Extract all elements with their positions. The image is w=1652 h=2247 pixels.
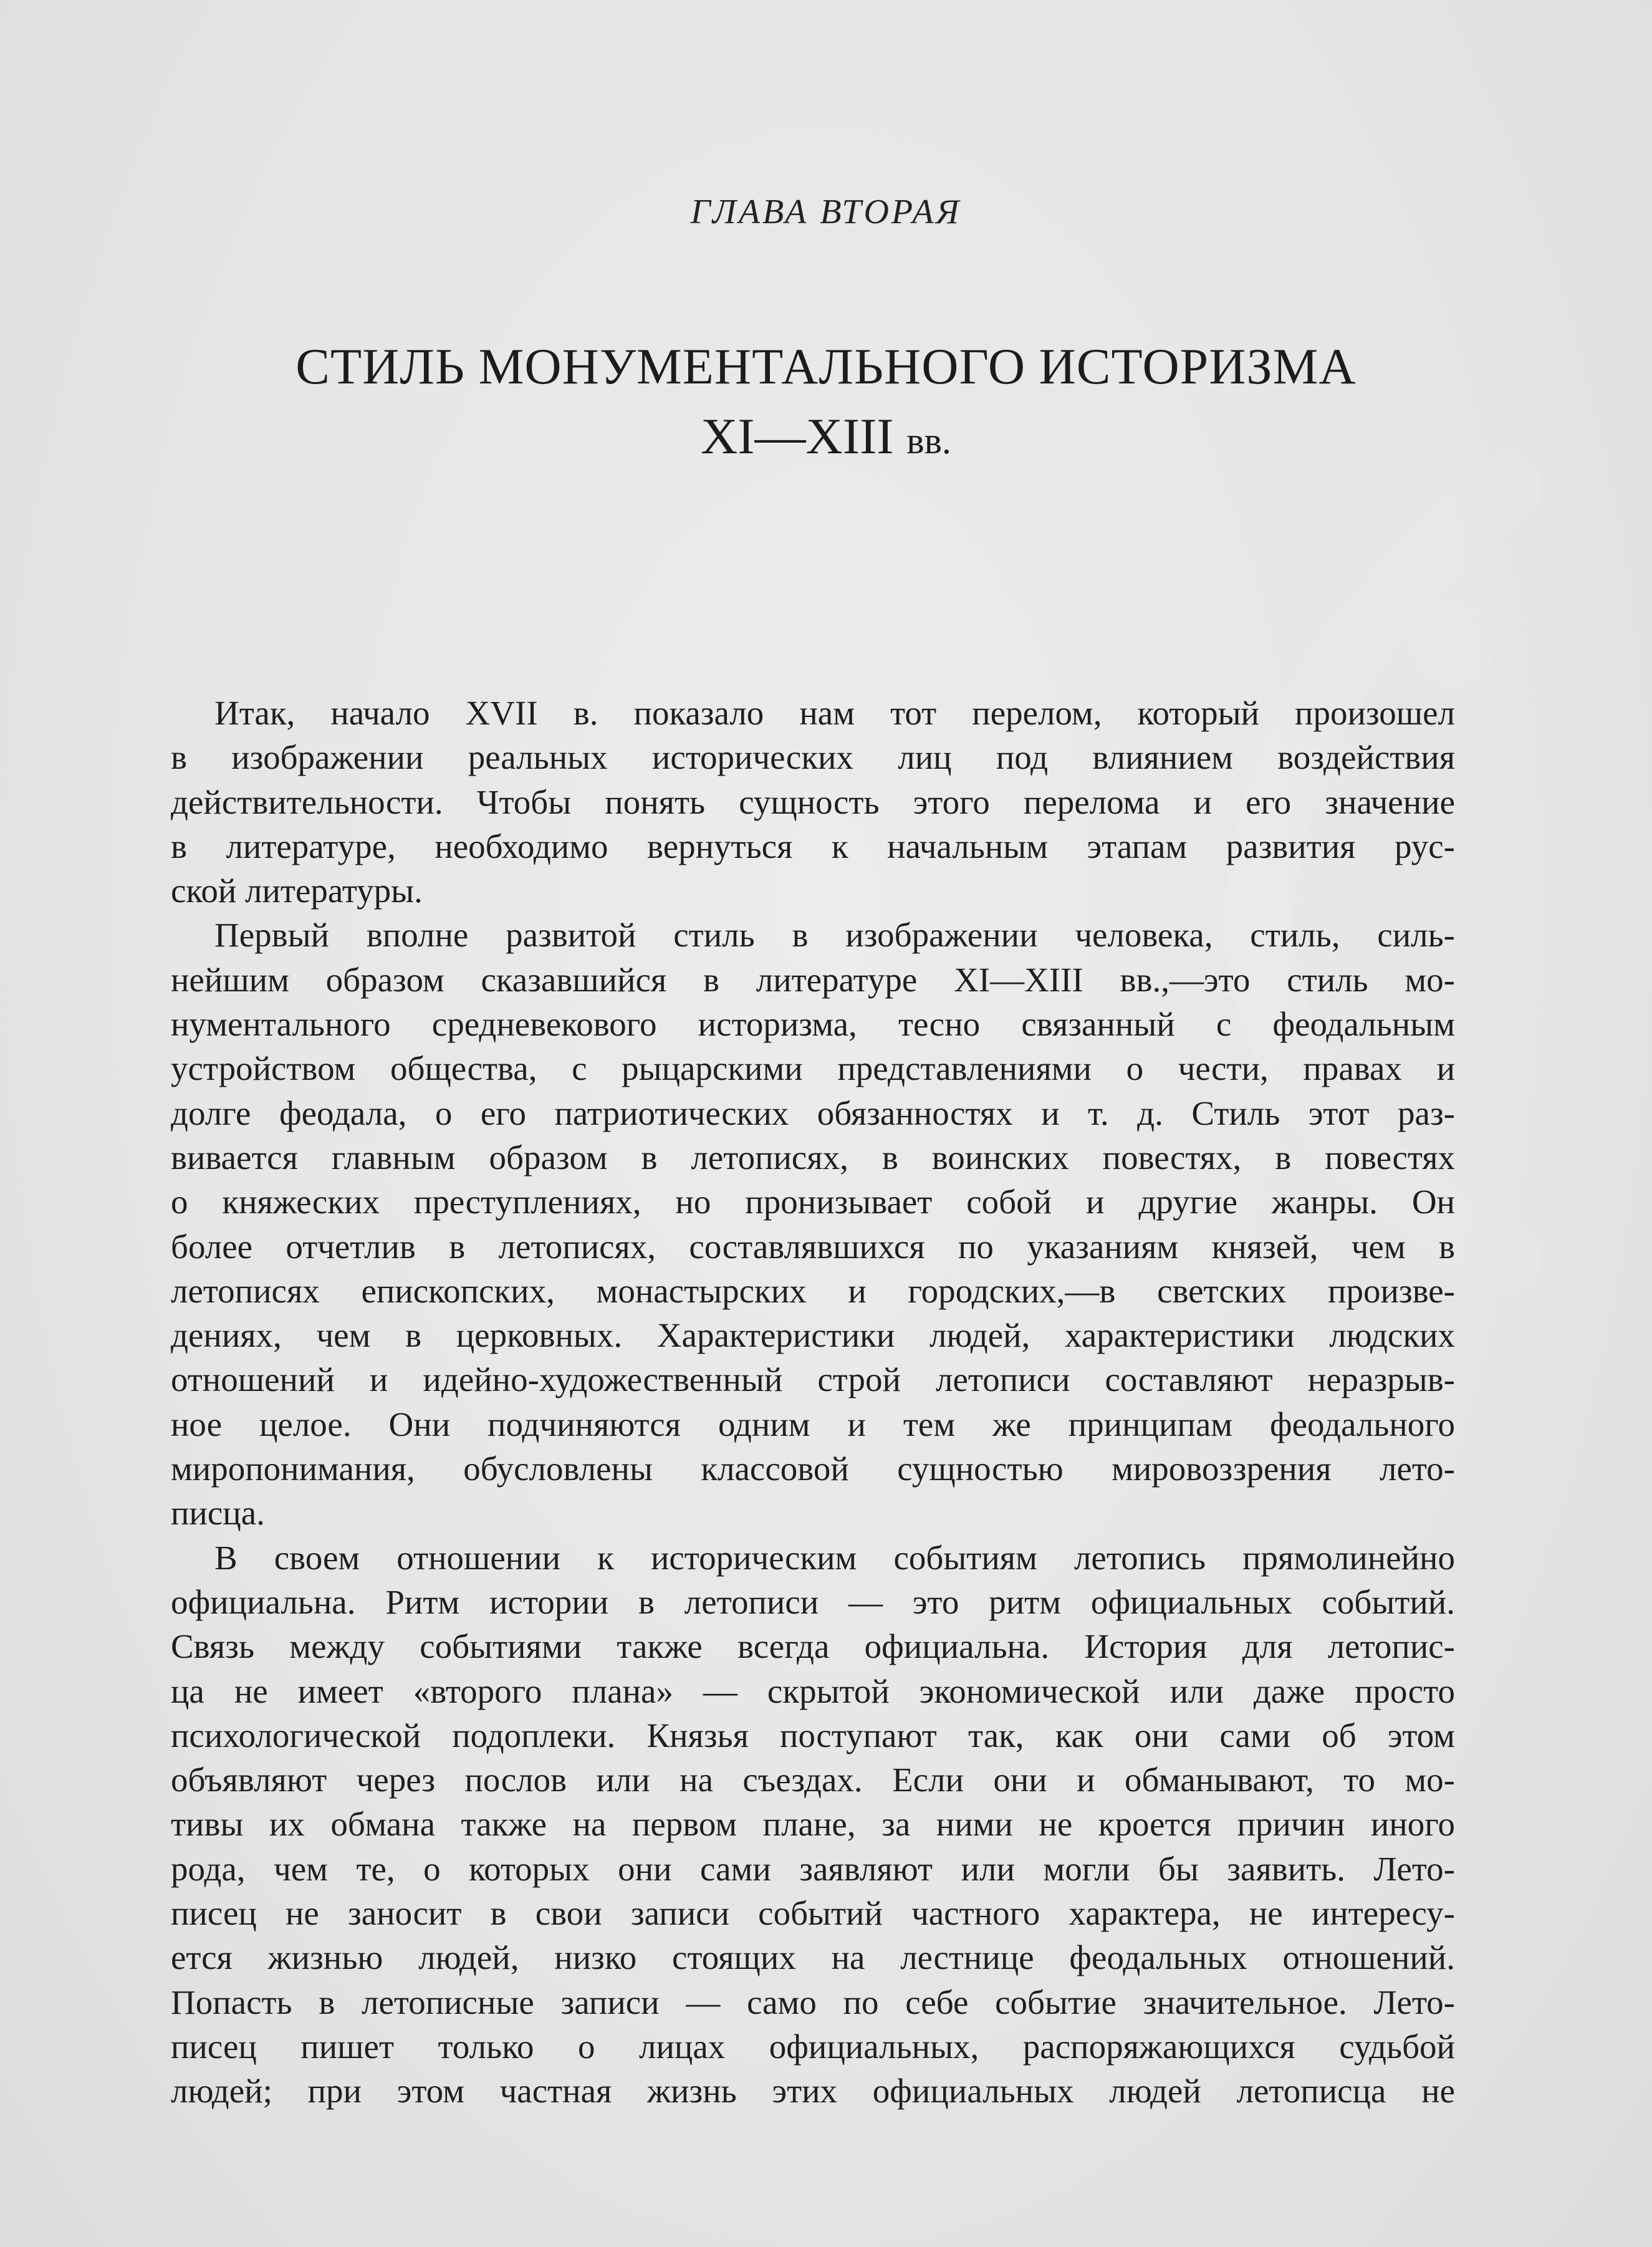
text-line: людей; при этом частная жизнь этих официальных людей летописца не	[171, 2072, 1455, 2110]
paragraph-2	[171, 913, 1455, 1535]
text-line: нейшим образом сказавшийся в литературе XI—XIII вв.,—это стиль мо-	[171, 960, 1455, 999]
text-line: миропонимания, обусловлены классовой сущностью мировоззрения лето-	[171, 1450, 1455, 1488]
chapter-subtitle	[0, 405, 1652, 472]
text-line: летописях епископских, монастырских и городских,—в светских произве-	[171, 1271, 1455, 1310]
text-line: ется жизнью людей, низко стоящих на лестнице феодальных отношений.	[171, 1938, 1455, 1977]
text-line: устройством общества, с рыцарскими представлениями о чести, правах и	[171, 1049, 1455, 1088]
text-line: долге феодала, о его патриотических обязанностях и т. д. Стиль этот раз-	[171, 1094, 1455, 1132]
text-line: Связь между событиями также всегда официальна. История для летопис-	[171, 1627, 1455, 1666]
text-line: психологической подоплеки. Князья поступают так, как они сами об этом	[171, 1716, 1455, 1754]
text-line: дениях, чем в церковных. Характеристики людей, характеристики людских	[171, 1316, 1455, 1355]
text-line: В своем отношении к историческим событиям летопись прямолинейно	[214, 1538, 1455, 1577]
text-line: рода, чем те, о которых они сами заявляют или могли бы заявить. Лето-	[171, 1849, 1455, 1888]
text-line: Попасть в летописные записи — само по себе событие значительное. Лето-	[171, 1983, 1455, 2021]
paragraph-3	[171, 1536, 1455, 2114]
subtitle-suffix: вв.	[906, 420, 951, 461]
subtitle-centuries: XI—XIII	[701, 408, 894, 464]
text-line: ца не имеет «второго плана» — скрытой экономической или даже просто	[171, 1672, 1455, 1710]
text-line: объявляют через послов или на съездах. Если они и обманывают, то мо-	[171, 1761, 1455, 1799]
paragraph-1	[171, 691, 1455, 913]
text-line: действительности. Чтобы понять сущность этого перелома и его значение	[171, 782, 1455, 821]
text-line: писец пишет только о лицах официальных, распоряжающихся судьбой	[171, 2027, 1455, 2066]
text-line: нументального средневекового историзма, тесно связанный с феодальным	[171, 1005, 1455, 1044]
text-line: Первый вполне развитой стиль в изображении человека, стиль, силь-	[214, 916, 1455, 955]
text-line: о княжеских преступлениях, но пронизывает собой и другие жанры. Он	[171, 1183, 1455, 1221]
text-line: писец не заносит в свои записи событий частного характера, не интересу-	[171, 1894, 1455, 1933]
text-line: тивы их обмана также на первом плане, за ними не кроется причин иного	[171, 1805, 1455, 1844]
text-line: в литературе, необходимо вернуться к начальным этапам развития рус-	[171, 827, 1455, 865]
text-line: более отчетлив в летописях, составлявшихся по указаниям князей, чем в	[171, 1227, 1455, 1266]
text-line: вивается главным образом в летописях, в воинских повестях, в повестях	[171, 1138, 1455, 1176]
text-line: отношений и идейно-художественный строй летописи составляют неразрыв-	[171, 1360, 1455, 1399]
text-line: Итак, начало XVII в. показало нам тот перелом, который произошел	[214, 694, 1455, 732]
chapter-label: ГЛАВА ВТОРАЯ	[690, 193, 962, 231]
text-line: в изображении реальных исторических лиц под влиянием воздействия	[171, 738, 1455, 777]
text-line: ное целое. Они подчиняются одним и тем же принципам феодального	[171, 1405, 1455, 1443]
text-line: ской литературы.	[171, 872, 423, 910]
text-line: официальна. Ритм истории в летописи — это ритм официальных событий.	[171, 1582, 1455, 1621]
body-text	[171, 691, 1455, 2114]
text-line: писца.	[171, 1494, 265, 1532]
chapter-title: СТИЛЬ МОНУМЕНТАЛЬНОГО ИСТОРИЗМА	[295, 338, 1357, 395]
